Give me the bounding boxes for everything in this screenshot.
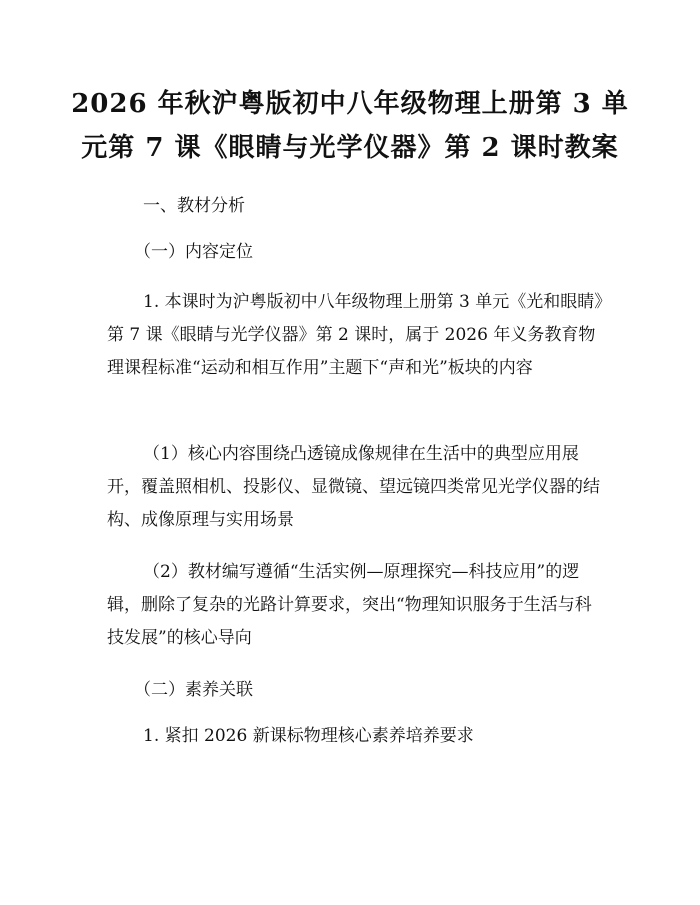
subsection-heading-content-positioning: （一）内容定位 [134, 242, 253, 262]
section-heading-textbook-analysis: 一、教材分析 [143, 196, 245, 216]
document-title-line-1: 2026 年秋沪粤版初中八年级物理上册第 3 单 [71, 89, 629, 119]
paragraph-item-1: 1. 本课时为沪粤版初中八年级物理上册第 3 单元《光和眼睛》第 7 课《眼睛与光学仪器》第 2 课时，属于 2026 年义务教育物理课程标准“运动和相互作用”主题下“声和光”板块的内容 [107, 292, 603, 378]
document-title-line-2: 元第 7 课《眼睛与光学仪器》第 2 课时教案 [81, 133, 619, 163]
paragraph-sub-item-1: （1）核心内容围绕凸透镜成像规律在生活中的典型应用展开，覆盖照相机、投影仪、显微镜、望远镜四类常见光学仪器的结构、成像原理与实用场景 [107, 444, 600, 530]
subsection-heading-literacy-connection: （二）素养关联 [134, 680, 253, 700]
paragraph-sub-item-2: （2）教材编写遵循“生活实例—原理探究—科技应用”的逻辑，删除了复杂的光路计算要求，突出“物理知识服务于生活与科技发展”的核心导向 [107, 562, 592, 648]
paragraph-item-2: 1. 紧扣 2026 新课标物理核心素养培养要求 [143, 726, 474, 746]
